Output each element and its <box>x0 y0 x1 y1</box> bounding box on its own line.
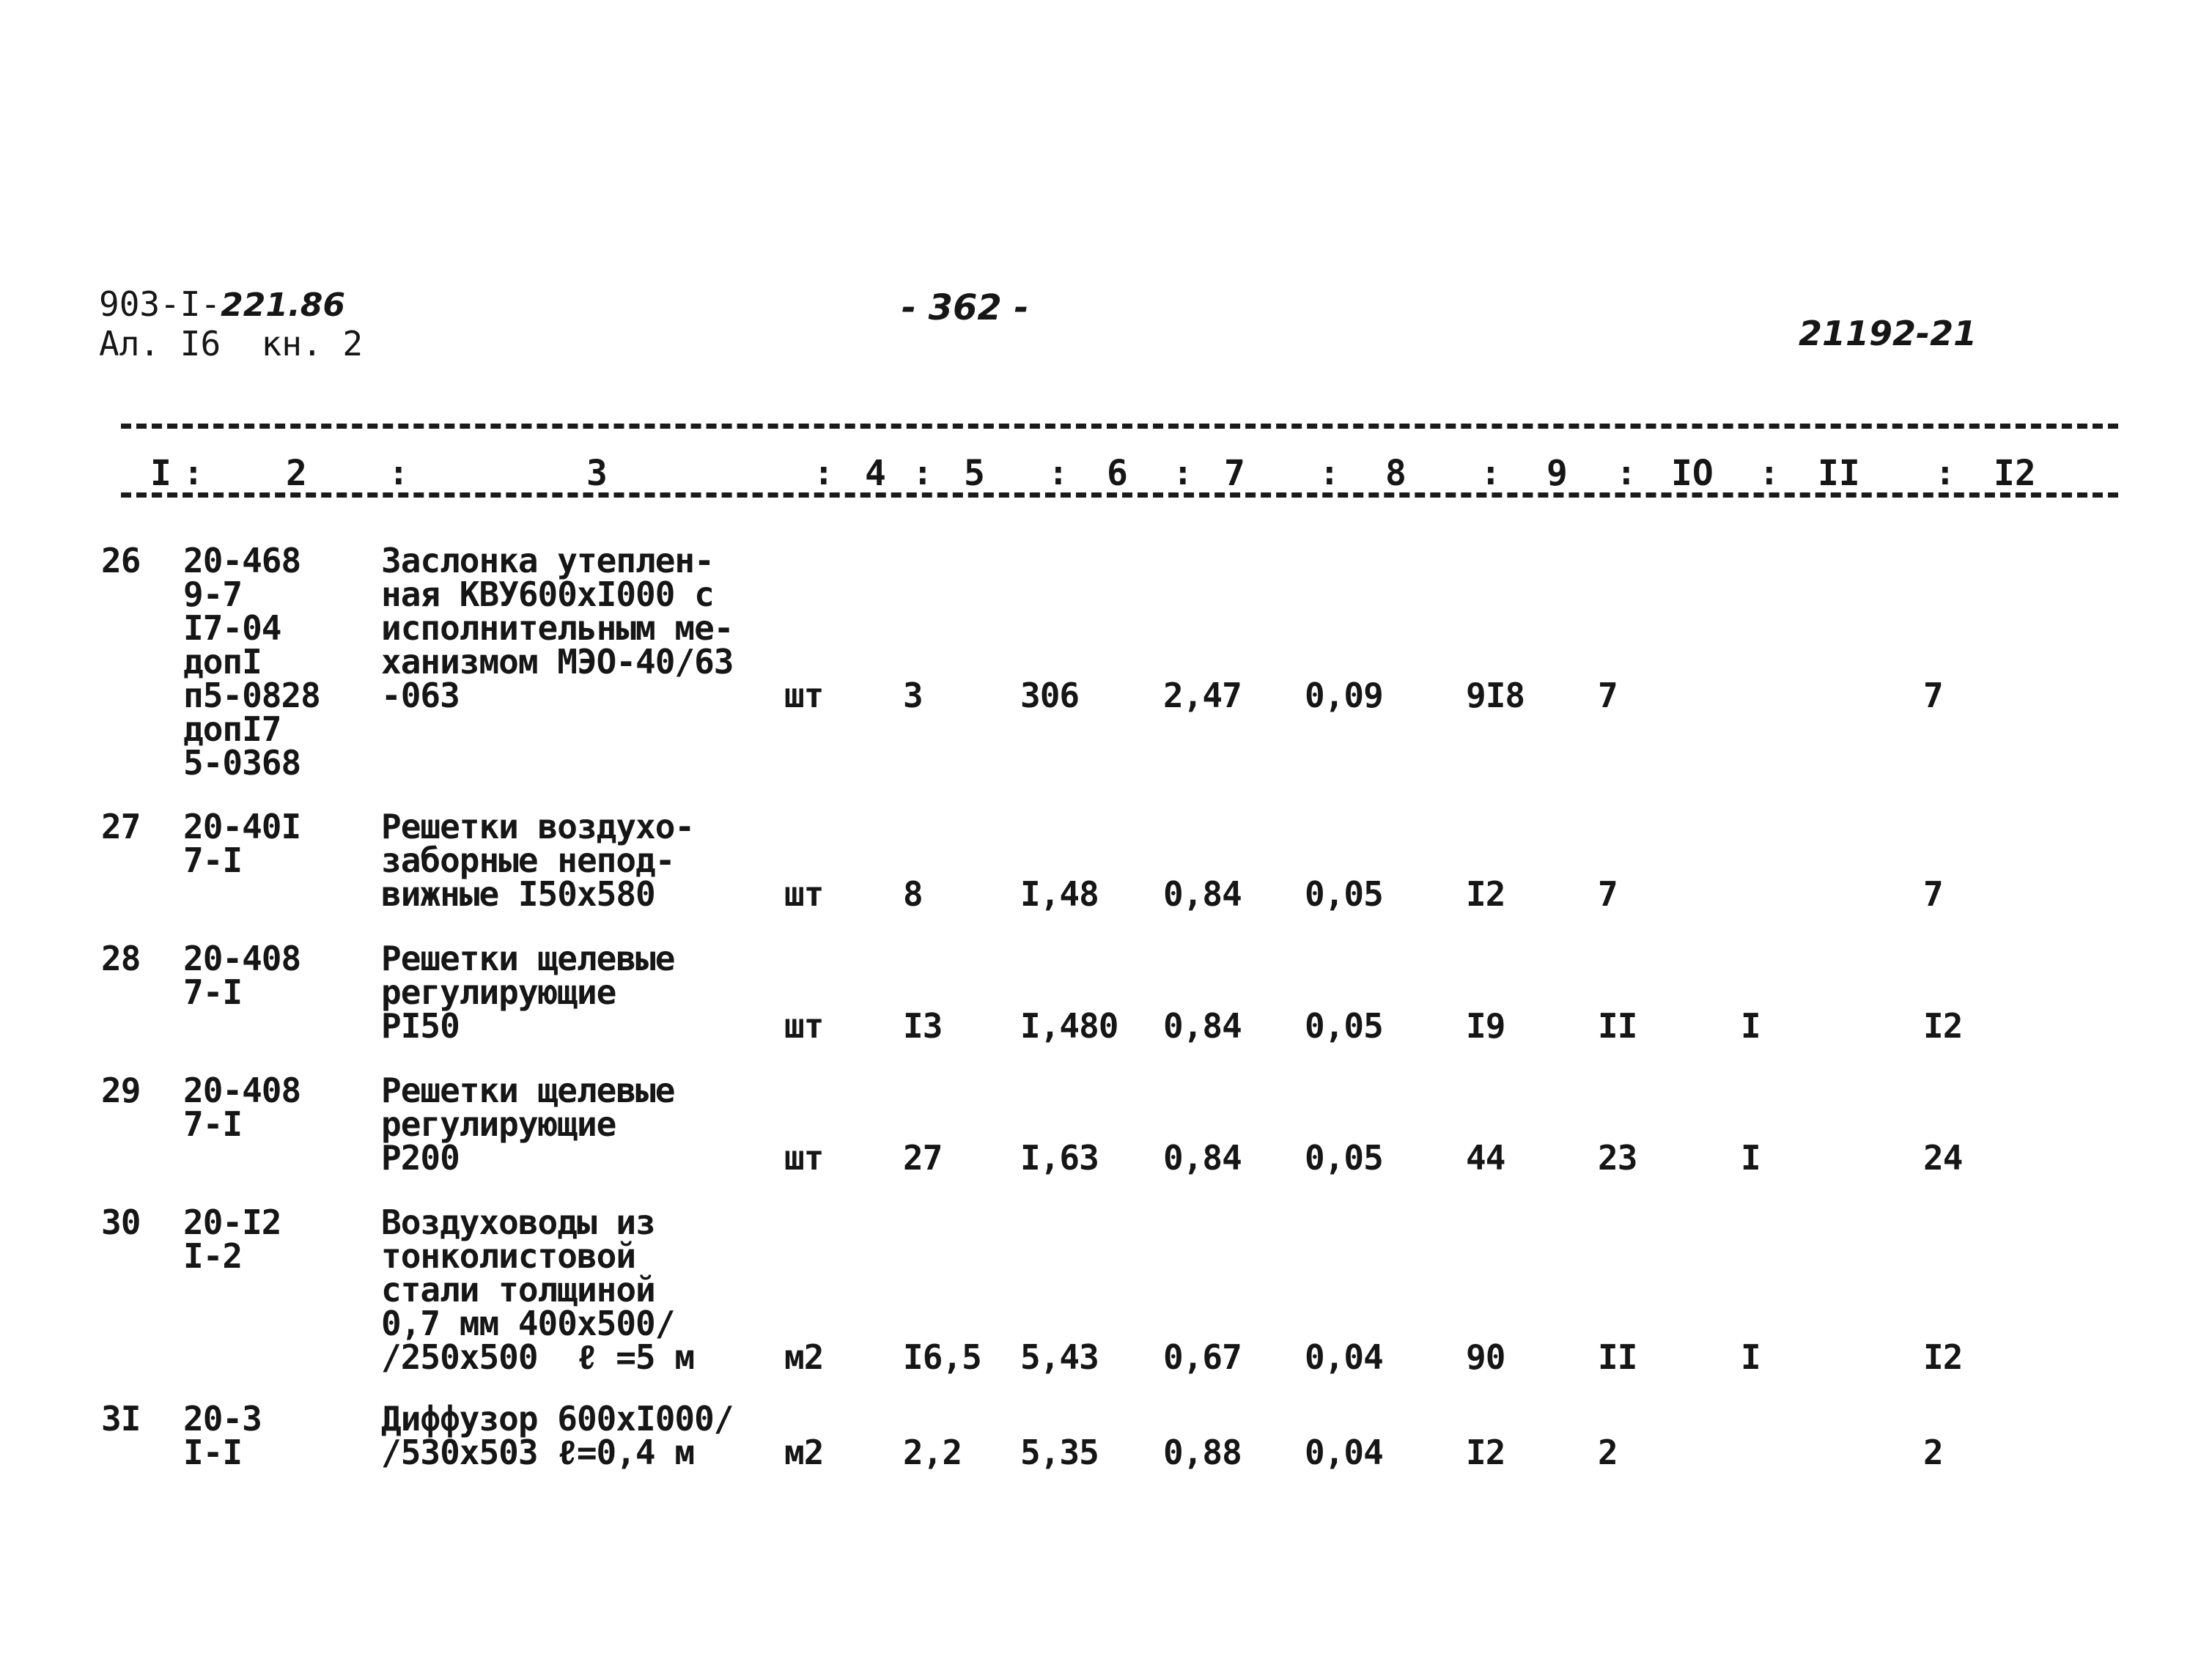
project-code-handwritten: 221.86 <box>221 287 345 324</box>
column-separator: : <box>814 453 834 492</box>
row-col-12: 7 <box>1923 676 1943 715</box>
row-col-5: 27 <box>903 1138 943 1178</box>
column-number-4: 4 <box>865 453 886 494</box>
column-separator: : <box>1173 453 1193 492</box>
row-col-7: 2,47 <box>1163 676 1242 715</box>
column-number-8: 8 <box>1385 453 1407 494</box>
row-number: 28 <box>101 939 141 978</box>
table-top-rule <box>121 424 2118 429</box>
row-col-6: I,480 <box>1020 1006 1118 1046</box>
row-unit: м2 <box>784 1433 824 1472</box>
column-number-12: I2 <box>1994 453 2036 494</box>
row-unit: шт <box>784 874 824 914</box>
row-col-7: 0,67 <box>1163 1337 1242 1377</box>
row-col-12: 2 <box>1923 1433 1943 1472</box>
row-col-5: I6,5 <box>903 1337 981 1377</box>
row-col-9: 90 <box>1466 1337 1505 1377</box>
row-unit: шт <box>784 676 824 715</box>
row-col-7: 0,84 <box>1163 1138 1242 1178</box>
column-number-7: 7 <box>1224 453 1245 494</box>
row-col-12: I2 <box>1923 1337 1963 1377</box>
row-col-7: 0,84 <box>1163 1006 1242 1046</box>
row-col-10: 7 <box>1598 676 1618 715</box>
row-col-7: 0,84 <box>1163 874 1242 914</box>
row-number: 3I <box>101 1399 141 1439</box>
row-col-6: 5,35 <box>1020 1433 1099 1472</box>
row-name: Решетки щелевые регулирующие РI50 <box>381 939 675 1046</box>
row-col-9: I2 <box>1466 874 1505 914</box>
row-number: 29 <box>101 1071 141 1110</box>
row-col-6: I,48 <box>1020 874 1099 914</box>
column-number-5: 5 <box>964 453 985 494</box>
row-col-8: 0,05 <box>1305 874 1383 914</box>
row-col-8: 0,05 <box>1305 1006 1383 1046</box>
column-separator: : <box>1319 453 1340 492</box>
row-code: 20-40I 7-I <box>183 807 301 880</box>
column-number-2: 2 <box>286 453 307 494</box>
row-unit: шт <box>784 1006 824 1046</box>
column-separator: : <box>1616 453 1637 492</box>
row-col-11: I <box>1741 1138 1761 1178</box>
row-col-9: I9 <box>1466 1006 1505 1046</box>
column-number-3: 3 <box>586 453 608 494</box>
row-number: 26 <box>101 541 141 580</box>
row-col-6: I,63 <box>1020 1138 1099 1178</box>
row-number: 27 <box>101 807 141 846</box>
row-col-10: II <box>1598 1337 1637 1377</box>
project-code <box>99 284 345 324</box>
row-name: Заслонка утеплен- ная КВУ600хI000 с исполнительным ме- ханизмом МЭО-40/63 -063 <box>381 541 734 715</box>
row-code: 20-3 I-I <box>183 1399 262 1472</box>
row-col-6: 5,43 <box>1020 1337 1099 1377</box>
column-separator: : <box>1759 453 1780 492</box>
column-number-11: II <box>1818 453 1860 494</box>
row-code: 20-408 7-I <box>183 939 301 1012</box>
column-number-6: 6 <box>1107 453 1128 494</box>
project-code-prefix: 903-I- <box>99 284 221 324</box>
row-name: Решетки воздухо- заборные непод- вижные I50х580 <box>381 807 695 914</box>
column-separator: : <box>1048 453 1069 492</box>
row-col-10: II <box>1598 1006 1637 1046</box>
row-col-11: I <box>1741 1006 1761 1046</box>
row-col-10: 23 <box>1598 1138 1637 1178</box>
row-name: Воздуховоды из тонколистовой стали толщиной 0,7 мм 400х500/ /250х500 ℓ =5 м <box>381 1203 695 1377</box>
row-code: 20-468 9-7 I7-04 допI п5-0828 допI7 5-0368 <box>183 541 320 783</box>
row-col-8: 0,04 <box>1305 1337 1383 1377</box>
row-col-8: 0,05 <box>1305 1138 1383 1178</box>
row-col-8: 0,09 <box>1305 676 1383 715</box>
row-col-9: 9I8 <box>1466 676 1525 715</box>
row-col-10: 7 <box>1598 874 1618 914</box>
row-name: Диффузор 600хI000/ /530х503 ℓ=0,4 м <box>381 1399 734 1472</box>
column-separator: : <box>183 453 204 492</box>
row-col-5: 8 <box>903 874 923 914</box>
row-col-8: 0,04 <box>1305 1433 1383 1472</box>
row-col-10: 2 <box>1598 1433 1618 1472</box>
column-separator: : <box>913 453 933 492</box>
page-number: - 362 - <box>902 287 1029 328</box>
row-col-5: 2,2 <box>903 1433 962 1472</box>
column-separator: : <box>1481 453 1501 492</box>
row-col-12: 7 <box>1923 874 1943 914</box>
row-col-9: 44 <box>1466 1138 1505 1178</box>
column-separator: : <box>1935 453 1955 492</box>
column-number-10: IO <box>1671 453 1714 494</box>
row-col-5: 3 <box>903 676 923 715</box>
row-col-7: 0,88 <box>1163 1433 1242 1472</box>
row-col-11: I <box>1741 1337 1761 1377</box>
row-code: 20-408 7-I <box>183 1071 301 1144</box>
row-col-12: I2 <box>1923 1006 1963 1046</box>
row-col-5: I3 <box>903 1006 943 1046</box>
row-col-12: 24 <box>1923 1138 1963 1178</box>
album-label: Ал. I6 кн. 2 <box>99 324 364 363</box>
row-col-9: I2 <box>1466 1433 1505 1472</box>
row-number: 30 <box>101 1203 141 1242</box>
column-separator: : <box>388 453 409 492</box>
column-number-9: 9 <box>1546 453 1568 494</box>
table-header-rule <box>121 492 2118 498</box>
row-col-6: 306 <box>1020 676 1080 715</box>
row-name: Решетки щелевые регулирующие Р200 <box>381 1071 675 1178</box>
document-number: 21192-21 <box>1799 314 1977 353</box>
row-unit: шт <box>784 1138 824 1178</box>
row-code: 20-I2 I-2 <box>183 1203 281 1276</box>
column-number-1: I <box>150 453 172 494</box>
row-unit: м2 <box>784 1337 824 1377</box>
